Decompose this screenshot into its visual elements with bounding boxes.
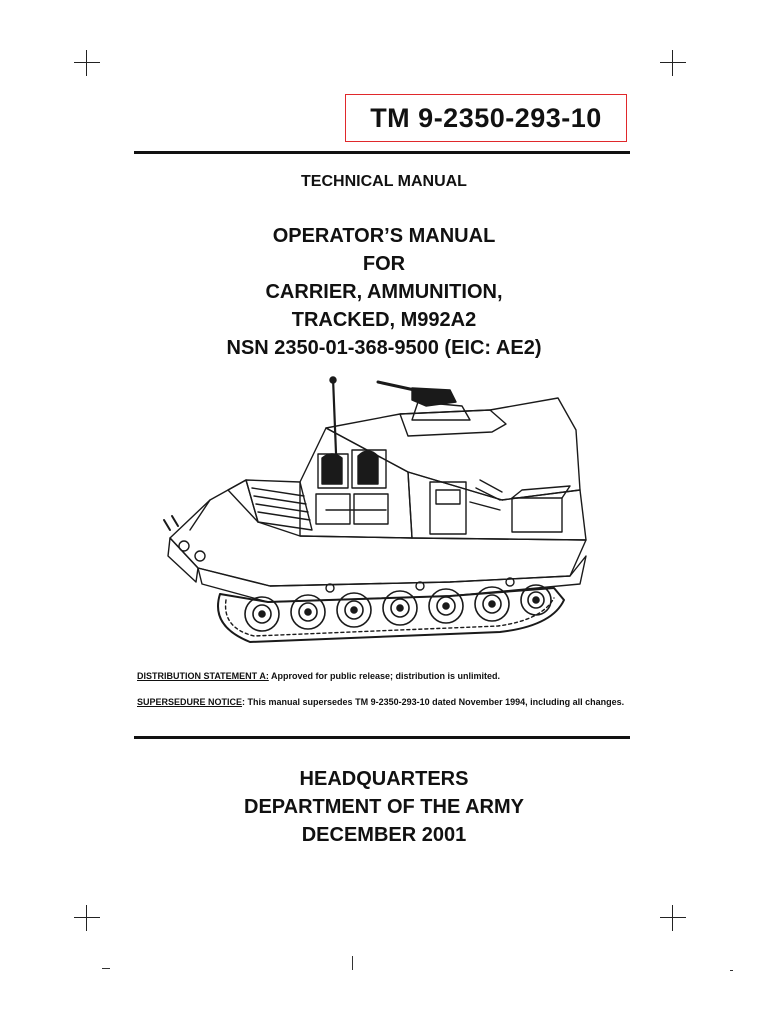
- top-rule: [134, 151, 630, 154]
- footer-line: DECEMBER 2001: [301, 824, 467, 846]
- technical-manual-label: TECHNICAL MANUAL: [301, 173, 467, 190]
- supersedure-label: SUPERSEDURE NOTICE: [137, 697, 243, 707]
- tracked-ammunition-carrier-illustration: [150, 370, 610, 660]
- supersedure-text: : This manual supersedes TM 9-2350-293-10 dated November 1994, including all changes.: [242, 697, 625, 707]
- crop-mark-icon: [660, 905, 686, 931]
- crop-mark-icon: [660, 50, 686, 76]
- scan-speck: [102, 968, 110, 969]
- scan-speck: [352, 956, 353, 970]
- title-line: FOR: [362, 253, 406, 275]
- crop-mark-icon: [74, 50, 100, 76]
- supersedure-notice: [137, 697, 631, 708]
- scan-speck: [730, 970, 733, 971]
- title-line: OPERATOR’S MANUAL: [272, 225, 496, 247]
- issuing-authority: [0, 765, 768, 849]
- title-line: CARRIER, AMMUNITION,: [265, 281, 503, 303]
- title-line: NSN 2350-01-368-9500 (EIC: AE2): [226, 337, 542, 359]
- crop-mark-icon: [74, 905, 100, 931]
- distribution-text: Approved for public release; distribution is unlimited.: [268, 671, 501, 681]
- footer-line: DEPARTMENT OF THE ARMY: [244, 796, 524, 818]
- footer-line: HEADQUARTERS: [299, 768, 469, 790]
- tm-number-box: [345, 94, 627, 142]
- distribution-label: DISTRIBUTION STATEMENT A:: [137, 671, 269, 681]
- manual-title: [0, 222, 768, 362]
- bottom-rule: [134, 736, 630, 739]
- distribution-statement: [137, 671, 631, 682]
- title-line: TRACKED, M992A2: [291, 309, 477, 331]
- tm-number: TM 9-2350-293-10: [370, 102, 602, 133]
